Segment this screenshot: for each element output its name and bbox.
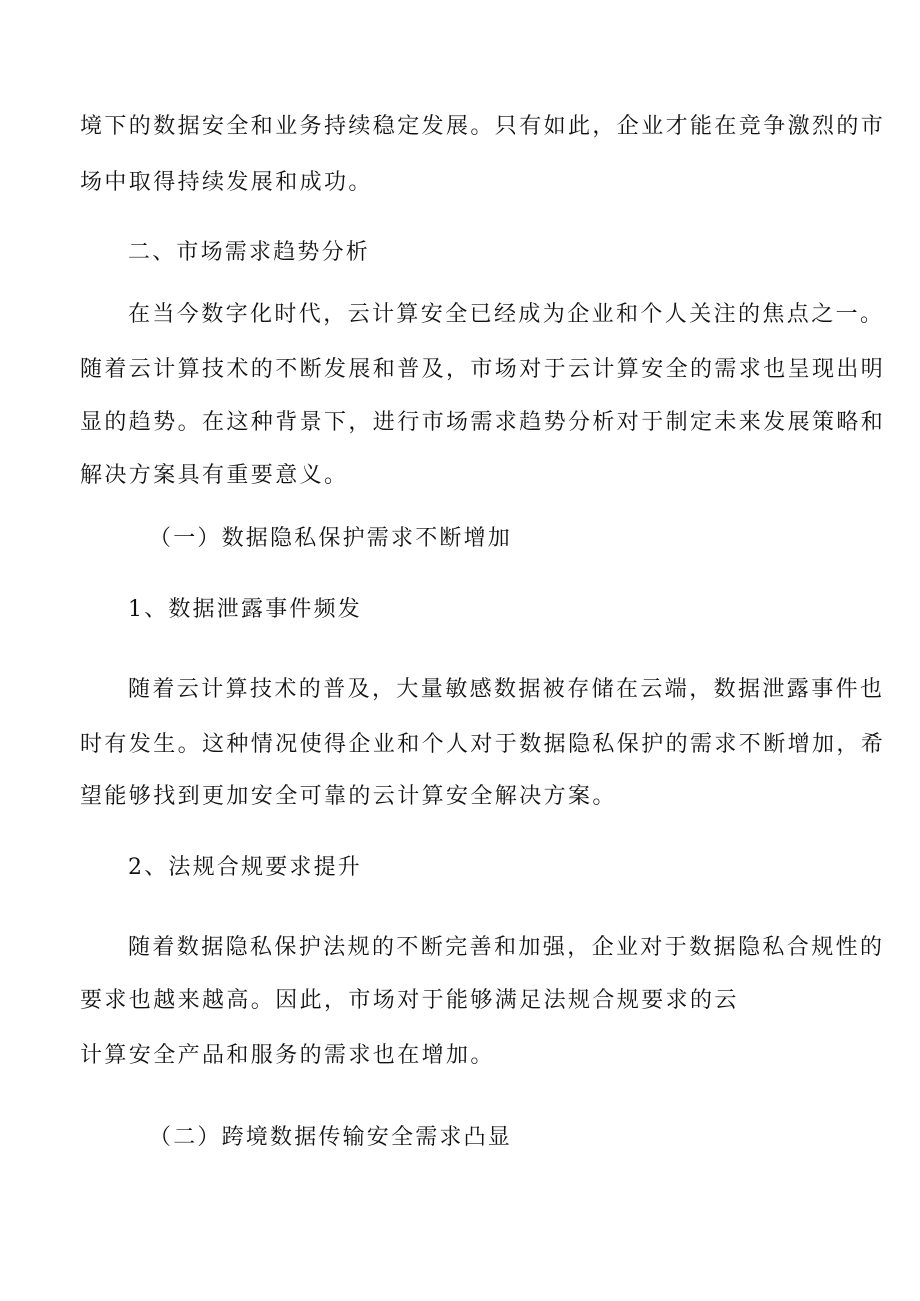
intro-paragraph-line-1: 境下的数据安全和业务持续稳定发展。只有如此，企业才能在竞争激烈的市 xyxy=(80,114,886,139)
section-paragraph-line-4: 解决方案具有重要意义。 xyxy=(80,463,349,488)
item-2-paragraph-line-2: 要求也越来越高。因此，市场对于能够满足法规合规要求的云 xyxy=(80,988,739,1013)
item-1-paragraph-line-2: 时有发生。这种情况使得企业和个人对于数据隐私保护的需求不断增加，希 xyxy=(80,732,886,757)
section-paragraph-line-3: 显的趋势。在这种背景下，进行市场需求趋势分析对于制定未来发展策略和 xyxy=(80,410,886,435)
intro-paragraph-line-2: 场中取得持续发展和成功。 xyxy=(80,170,373,195)
subsection-2-heading: （二）跨境数据传输安全需求凸显 xyxy=(149,1125,513,1150)
section-heading: 二、市场需求趋势分析 xyxy=(128,240,371,265)
item-1-paragraph-line-1: 随着云计算技术的普及，大量敏感数据被存储在云端，数据泄露事件也 xyxy=(128,677,885,702)
item-1-heading: 1、数据泄露事件频发 xyxy=(128,597,362,622)
section-paragraph-line-1: 在当今数字化时代，云计算安全已经成为企业和个人关注的焦点之一。 xyxy=(128,302,885,327)
item-1-paragraph-line-3: 望能够找到更加安全可靠的云计算安全解决方案。 xyxy=(80,784,617,809)
item-2-paragraph-line-3: 计算安全产品和服务的需求也在增加。 xyxy=(80,1043,495,1068)
subsection-1-heading: （一）数据隐私保护需求不断增加 xyxy=(149,526,513,551)
item-2-paragraph-line-1: 随着数据隐私保护法规的不断完善和加强，企业对于数据隐私合规性的 xyxy=(128,935,885,960)
item-2-heading: 2、法规合规要求提升 xyxy=(128,855,362,880)
section-paragraph-line-2: 随着云计算技术的不断发展和普及，市场对于云计算安全的需求也呈现出明 xyxy=(80,357,886,382)
